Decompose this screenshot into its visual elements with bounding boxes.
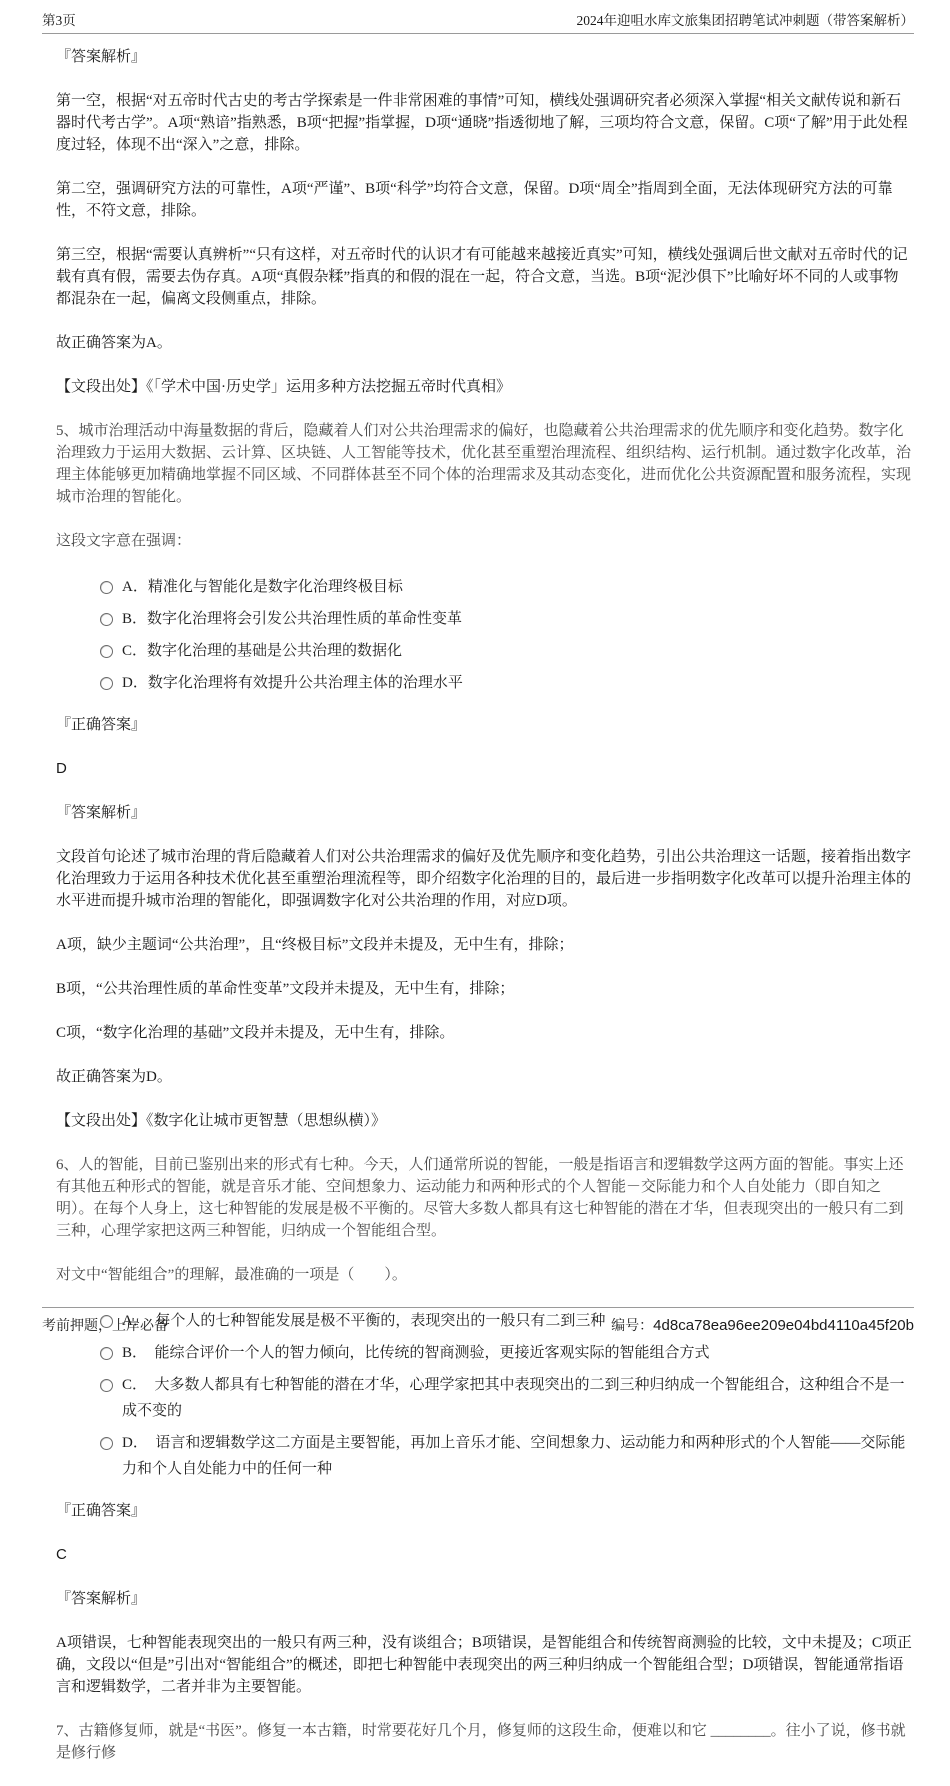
answer-conclusion: 故正确答案为A。 — [56, 335, 172, 351]
page-number: 第3页 — [42, 13, 76, 28]
option-row[interactable] — [100, 670, 912, 696]
analysis-paragraph: B项，“公共治理性质的革命性变革”文段并未提及，无中生有，排除； — [56, 981, 515, 997]
analysis-paragraph: 第一空，根据“对五帝时代古史的考古学探索是一件非常困难的事情”可知，横线处强调研究者必须深入掌握“相关文献传说和新石器时代考古学”。A项“熟谙”指熟悉，B项“把握”指掌握，D项“通晓”指透彻地了解，三项均符合文意，保留。C项“了解”用于此处程度过轻，体现不出“深入”之意，排除。 — [56, 93, 908, 153]
answer-conclusion: 故正确答案为D。 — [56, 1069, 172, 1085]
radio-button[interactable] — [100, 581, 113, 594]
footer-document-id — [611, 1315, 914, 1335]
option-row[interactable] — [100, 606, 912, 632]
analysis-label: 『答案解析』 — [56, 1591, 147, 1607]
option-row[interactable] — [100, 574, 912, 600]
document-title: 2024年迎咀水库文旅集团招聘笔试冲刺题（带答案解析） — [576, 13, 914, 28]
option-label: B． 能综合评价一个人的智力倾向，比传统的智商测验，更接近客观实际的智能组合方式 — [122, 1345, 710, 1361]
analysis-paragraph: C项，“数字化治理的基础”文段并未提及，无中生有，排除。 — [56, 1025, 455, 1041]
footer-slogan: 考前押题，上岸必备 — [42, 1319, 168, 1334]
question-6-prompt: 对文中“智能组合”的理解，最准确的一项是（ ）。 — [56, 1267, 407, 1283]
radio-button[interactable] — [100, 1437, 113, 1450]
source-line: 【文段出处】《「学术中国·历史学」运用多种方法挖掘五帝时代真相》 — [56, 379, 511, 395]
question-5-options — [56, 574, 912, 696]
page-content — [56, 46, 912, 1786]
analysis-label: 『答案解析』 — [56, 49, 147, 65]
question-6-stem: 6、人的智能，目前已鉴别出来的形式有七种。今天，人们通常所说的智能，一般是指语言和逻辑数学这两方面的智能。事实上还有其他五种形式的智能，就是音乐才能、空间想象力、运动能力和两种形式的个人智能－交际能力和个人自处能力（即自知之明）。在每个人身上，这七种智能的发展是极不平衡的。尽管大多数人都具有这七种智能的潜在才华，但表现突出的一般只有二到三种，心理学家把这两三种智能，归纳成一个智能组合型。 — [56, 1157, 904, 1239]
radio-button[interactable] — [100, 645, 113, 658]
radio-button[interactable] — [100, 1379, 113, 1392]
page-footer — [42, 1307, 914, 1335]
option-label: A．精准化与智能化是数字化治理终极目标 — [122, 579, 403, 595]
option-label: D． 语言和逻辑数学这二方面是主要智能，再加上音乐才能、空间想象力、运动能力和两种形式的个人智能——交际能力和个人自处能力中的任何一种 — [122, 1435, 906, 1477]
option-label: C．数字化治理的基础是公共治理的数据化 — [122, 643, 403, 659]
analysis-paragraph: 第三空，根据“需要认真辨析”“只有这样，对五帝时代的认识才有可能越来越接近真实”可知，横线处强调后世文献对五帝时代的记载有真有假，需要去伪存真。A项“真假杂糅”指真的和假的混在一起，符合文意，当选。B项“泥沙俱下”比喻好坏不同的人或事物都混杂在一起，偏离文段侧重点，排除。 — [56, 247, 908, 307]
question-5-prompt: 这段文字意在强调： — [56, 533, 192, 549]
analysis-paragraph: 第二空，强调研究方法的可靠性，A项“严谨”、B项“科学”均符合文意，保留。D项“周全”指周到全面，无法体现研究方法的可靠性，不符文意，排除。 — [56, 181, 893, 219]
option-row[interactable] — [100, 1340, 912, 1366]
option-label: D．数字化治理将有效提升公共治理主体的治理水平 — [122, 675, 463, 691]
correct-answer-label: 『正确答案』 — [56, 717, 147, 733]
option-row[interactable] — [100, 1430, 912, 1482]
analysis-paragraph: 文段首句论述了城市治理的背后隐藏着人们对公共治理需求的偏好及优先顺序和变化趋势，引出公共治理这一话题，接着指出数字化治理致力于运用各种技术优化甚至重塑治理流程等，即介绍数字化治理的目的，最后进一步指明数字化改革可以提升治理主体的水平进而提升城市治理的智能化，即强调数字化对公共治理的作用，对应D项。 — [56, 849, 912, 909]
radio-button[interactable] — [100, 1347, 113, 1360]
question-7-stem: 7、古籍修复师，就是“书医”。修复一本古籍，时常要花好几个月，修复师的这段生命，便难以和它 ________。往小了说，修书就是修行修 — [56, 1723, 906, 1761]
question-5-stem: 5、城市治理活动中海量数据的背后，隐藏着人们对公共治理需求的偏好，也隐藏着公共治理需求的优先顺序和变化趋势。数字化治理致力于运用大数据、云计算、区块链、人工智能等技术，优化甚至重塑治理流程、组织结构、运行机制。通过数字化改革，治理主体能够更加精确地掌握不同区域、不同群体甚至不同个体的治理需求及其动态变化，进而优化公共资源配置和服务流程，实现城市治理的智能化。 — [56, 423, 912, 505]
option-label: C． 大多数人都具有七种智能的潜在才华，心理学家把其中表现突出的二到三种归纳成一个智能组合，这种组合不是一成不变的 — [122, 1377, 905, 1419]
footer-id-value: 4d8ca78ea96ee209e04bd4110a45f20b — [653, 1317, 914, 1334]
radio-button[interactable] — [100, 613, 113, 626]
footer-id-label: 编号： — [611, 1319, 654, 1334]
analysis-paragraph: A项，缺少主题词“公共治理”，且“终极目标”文段并未提及，无中生有，排除； — [56, 937, 574, 953]
correct-answer-value: D — [56, 760, 67, 777]
analysis-paragraph: A项错误，七种智能表现突出的一般只有两三种，没有谈组合；B项错误，是智能组合和传统智商测验的比较，文中未提及；C项正确，文段以“但是”引出对“智能组合”的概述，即把七种智能中表现突出的两三种归纳成一个智能组合型；D项错误，智能通常指语言和逻辑数学，二者并非为主要智能。 — [56, 1635, 912, 1695]
option-label: A． 每个人的七种智能发展是极不平衡的，表现突出的一般只有二到三种 — [122, 1313, 606, 1329]
radio-button[interactable] — [100, 677, 113, 690]
correct-answer-value: C — [56, 1546, 67, 1563]
analysis-label: 『答案解析』 — [56, 805, 147, 821]
option-label: B．数字化治理将会引发公共治理性质的革命性变革 — [122, 611, 463, 627]
correct-answer-label: 『正确答案』 — [56, 1503, 147, 1519]
option-row[interactable] — [100, 638, 912, 664]
source-line: 【文段出处】《数字化让城市更智慧（思想纵横）》 — [56, 1113, 387, 1129]
option-row[interactable] — [100, 1372, 912, 1424]
page-header — [42, 12, 914, 34]
